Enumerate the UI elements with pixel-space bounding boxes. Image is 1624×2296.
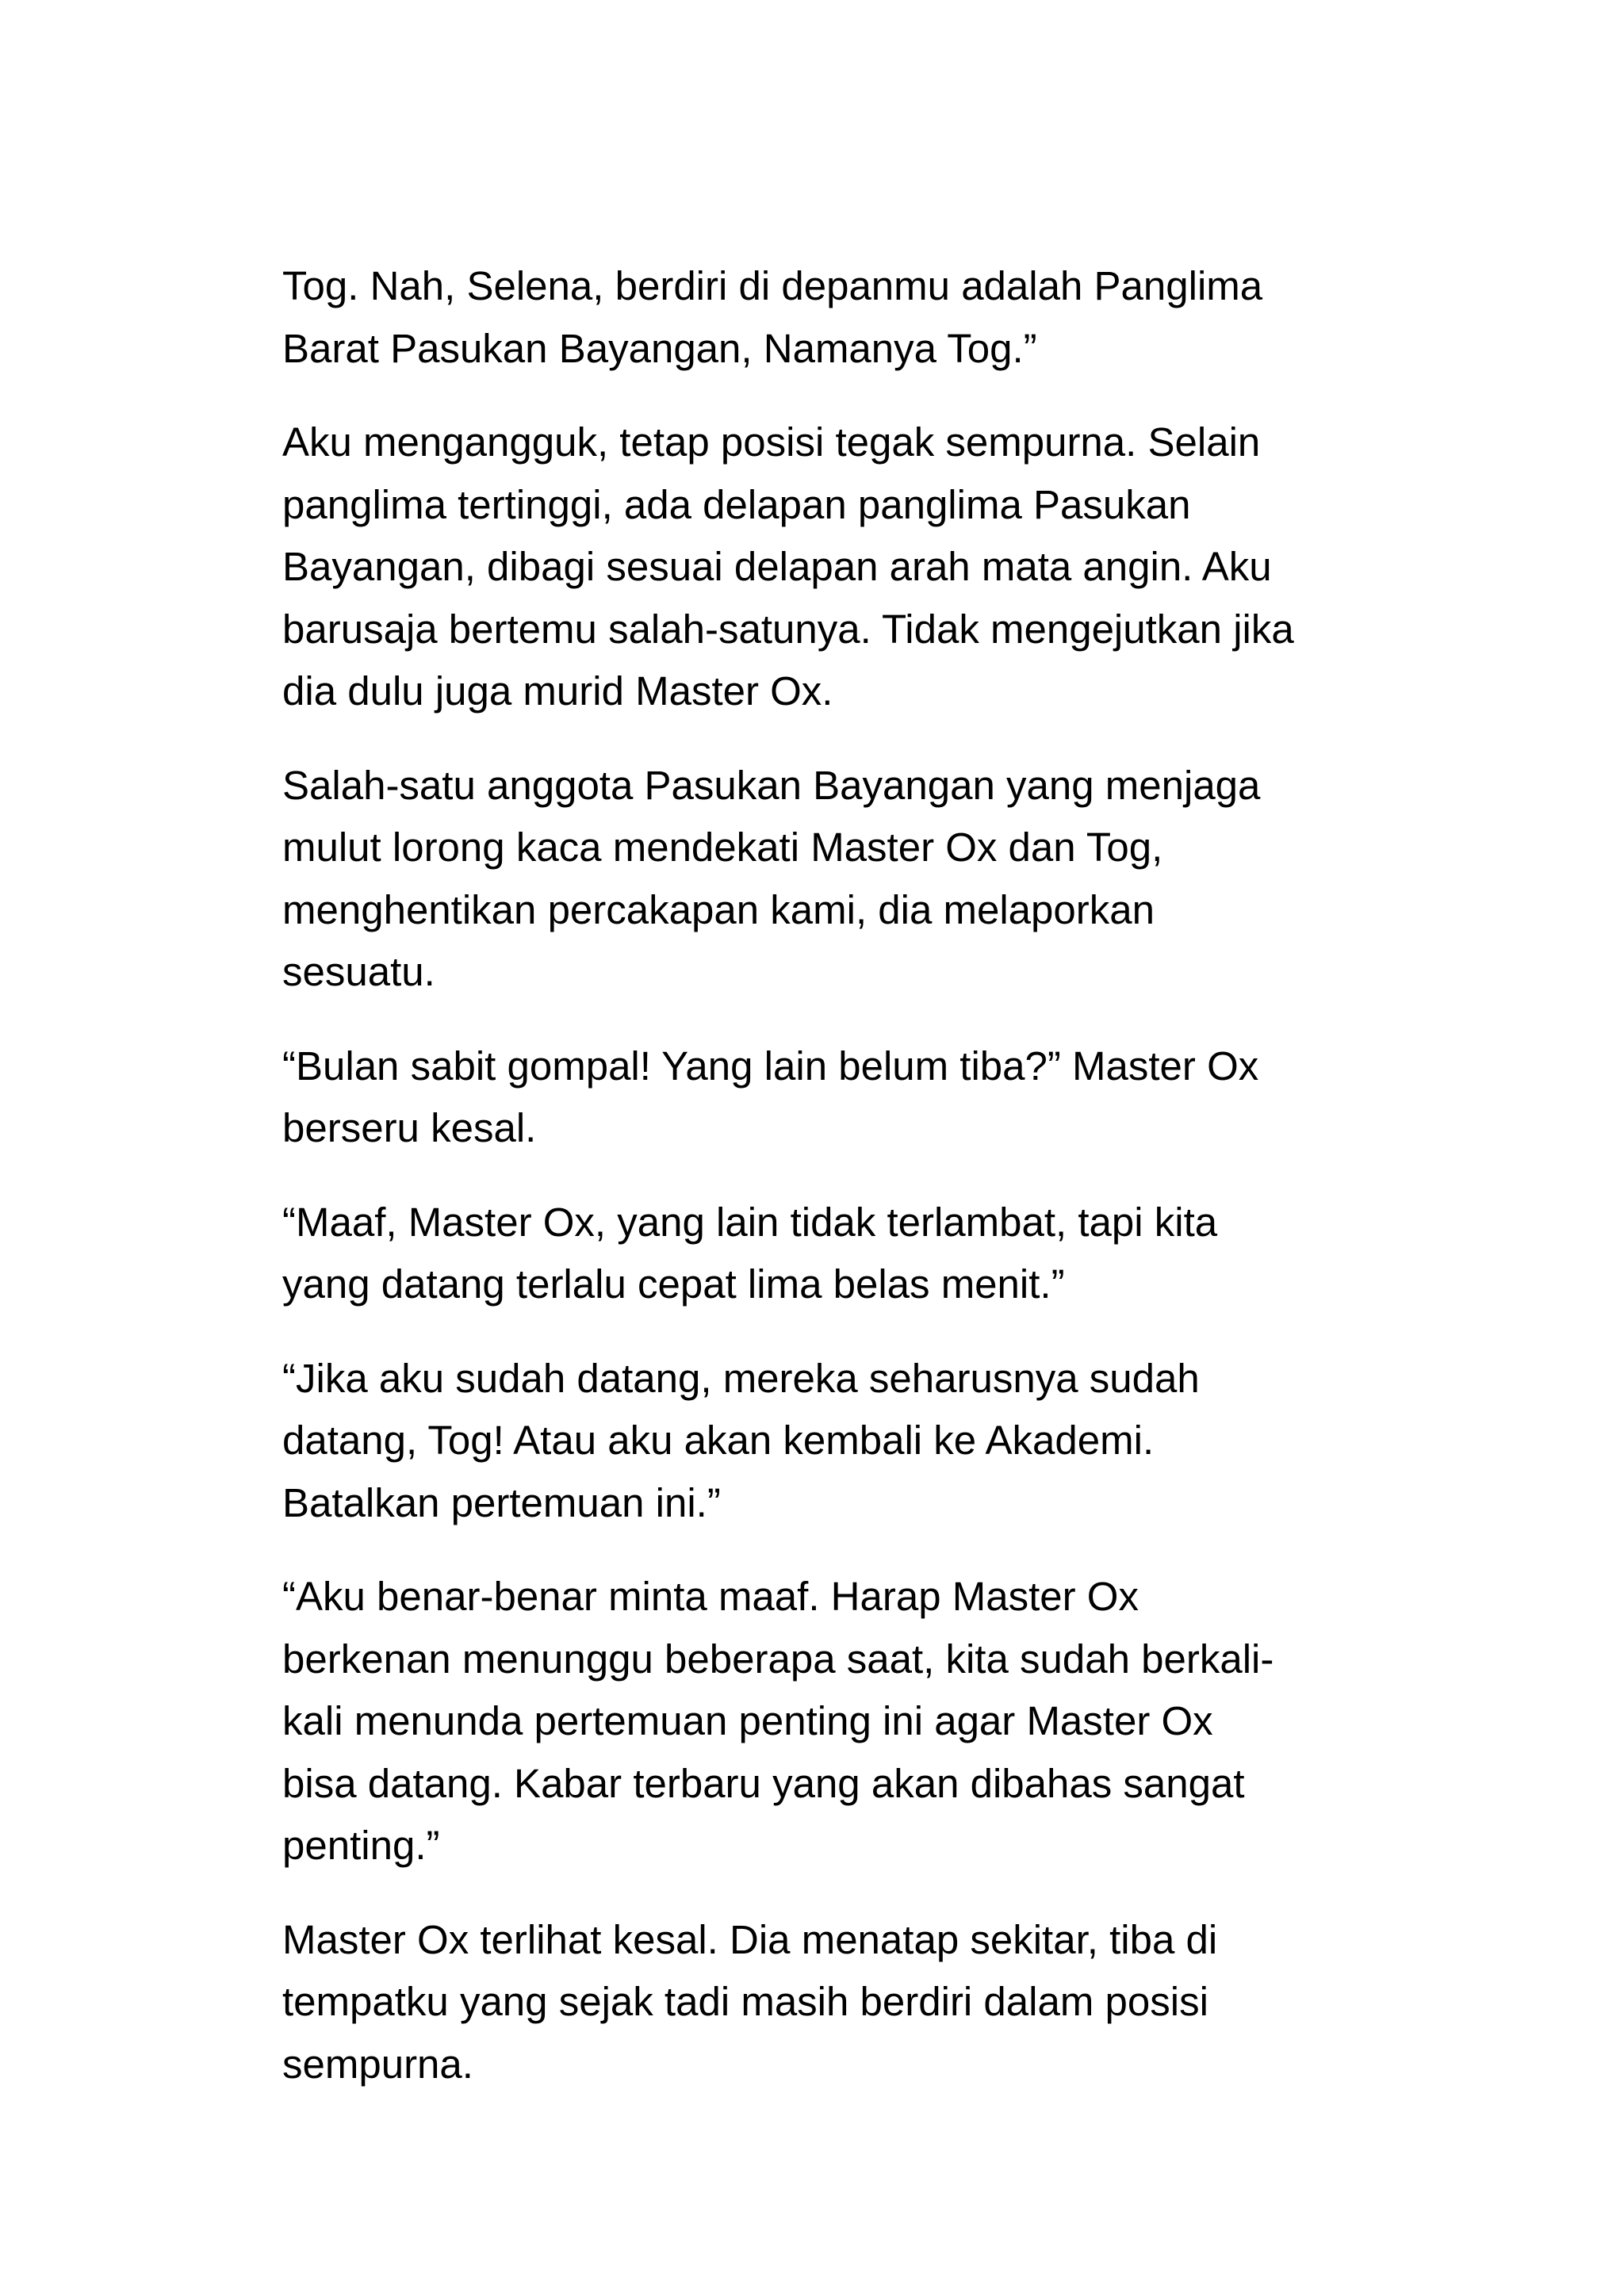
paragraph-3 xyxy=(282,755,1377,1004)
text-line: Tog. Nah, Selena, berdiri di depanmu adalah Panglima xyxy=(282,263,1263,308)
text-line: berseru kesal. xyxy=(282,1105,537,1150)
text-line: tempatku yang sejak tadi masih berdiri dalam posisi xyxy=(282,1979,1208,2024)
text-line: dia dulu juga murid Master Ox. xyxy=(282,668,833,714)
text-line: kali menunda pertemuan penting ini agar Master Ox xyxy=(282,1698,1213,1743)
text-line: sempurna. xyxy=(282,2041,473,2087)
paragraph-5 xyxy=(282,1192,1377,1316)
text-line: panglima tertinggi, ada delapan panglima Pasukan xyxy=(282,481,1191,527)
text-line: Bayangan, dibagi sesuai delapan arah mata angin. Aku xyxy=(282,544,1272,589)
text-line: menghentikan percakapan kami, dia melaporkan xyxy=(282,886,1155,932)
text-line: datang, Tog! Atau aku akan kembali ke Akademi. xyxy=(282,1418,1155,1463)
paragraph-6 xyxy=(282,1348,1377,1535)
text-line: Barat Pasukan Bayangan, Namanya Tog.” xyxy=(282,325,1037,371)
text-line: Batalkan pertemuan ini.” xyxy=(282,1479,721,1525)
text-line: mulut lorong kaca mendekati Master Ox dan Tog, xyxy=(282,825,1163,870)
paragraph-4 xyxy=(282,1035,1377,1160)
text-line: penting.” xyxy=(282,1823,440,1868)
body-text xyxy=(282,255,1377,2127)
text-line: yang datang terlalu cepat lima belas menit.” xyxy=(282,1261,1065,1307)
text-line: Master Ox terlihat kesal. Dia menatap sekitar, tiba di xyxy=(282,1916,1218,1962)
text-line: sesuatu. xyxy=(282,949,435,994)
paragraph-2 xyxy=(282,411,1377,723)
text-line: “Aku benar-benar minta maaf. Harap Master Ox xyxy=(282,1574,1139,1619)
text-line: “Maaf, Master Ox, yang lain tidak terlambat, tapi kita xyxy=(282,1199,1218,1245)
text-line: Aku mengangguk, tetap posisi tegak sempurna. Selain xyxy=(282,419,1261,465)
text-line: “Bulan sabit gompal! Yang lain belum tiba?” Master Ox xyxy=(282,1043,1259,1089)
paragraph-7 xyxy=(282,1566,1377,1877)
text-line: bisa datang. Kabar terbaru yang akan dibahas sangat xyxy=(282,1760,1245,1806)
text-line: “Jika aku sudah datang, mereka seharusnya sudah xyxy=(282,1355,1200,1401)
text-line: berkenan menunggu beberapa saat, kita sudah berkali- xyxy=(282,1636,1274,1682)
text-line: Salah-satu anggota Pasukan Bayangan yang menjaga xyxy=(282,762,1261,808)
paragraph-1 xyxy=(282,255,1377,380)
text-line: barusaja bertemu salah-satunya. Tidak mengejutkan jika xyxy=(282,606,1294,652)
paragraph-8 xyxy=(282,1909,1377,2096)
